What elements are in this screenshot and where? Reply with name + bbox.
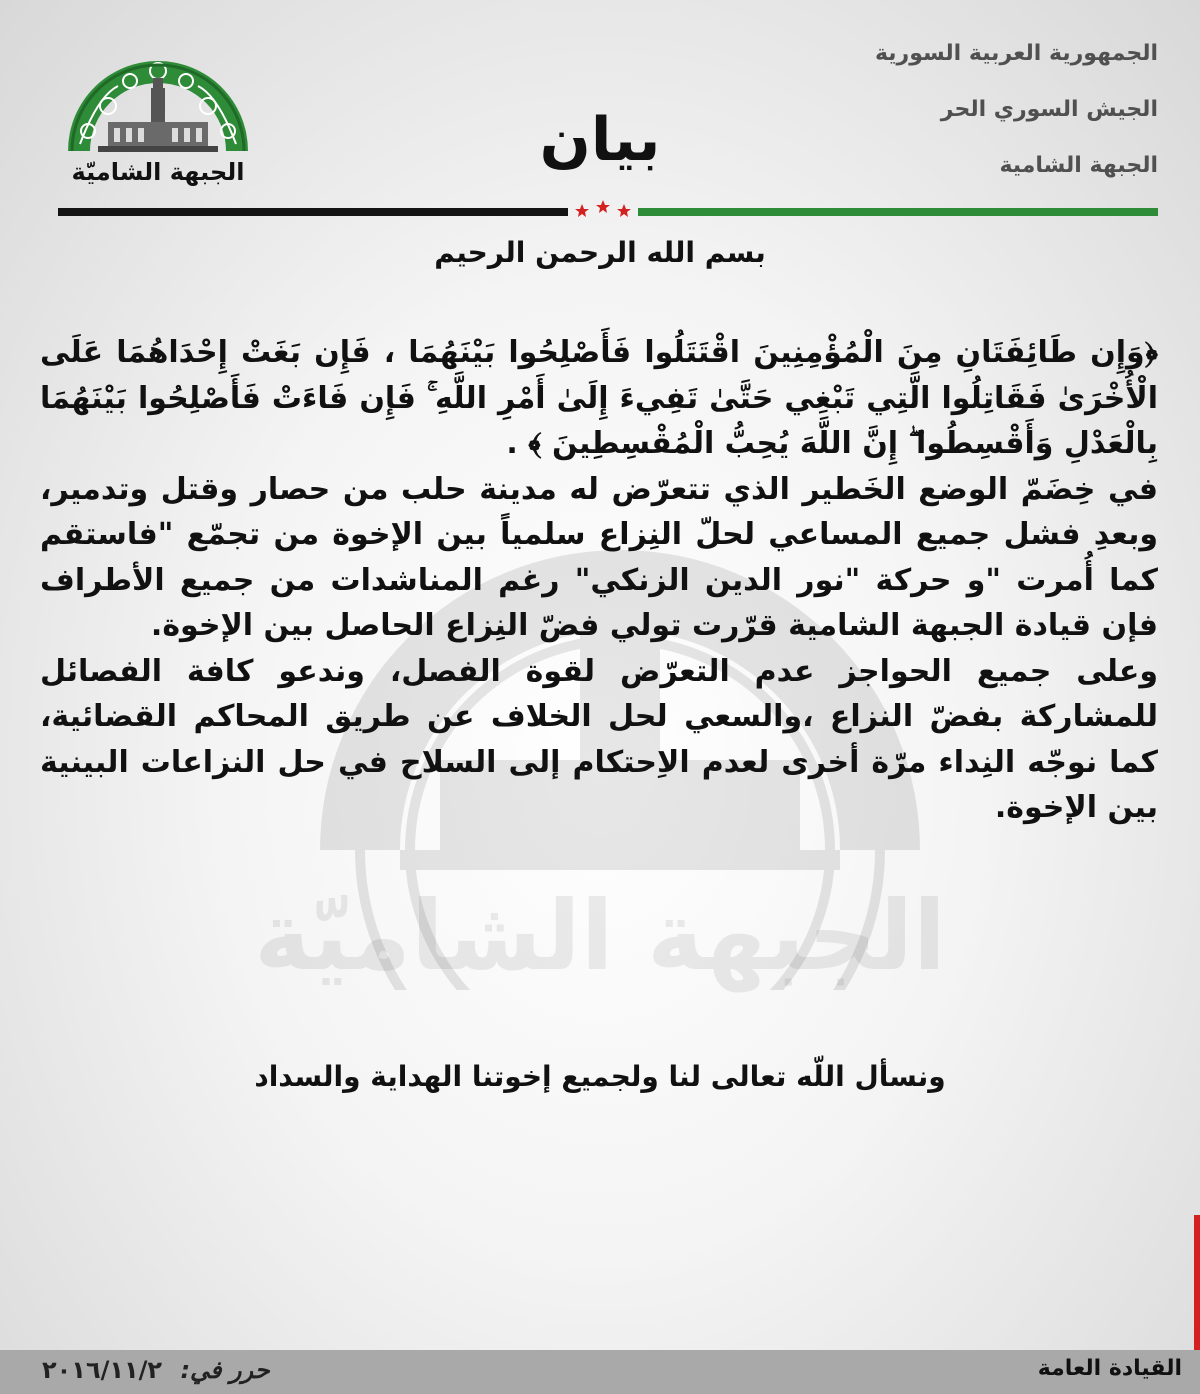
header-line-republic: الجمهورية العربية السورية <box>874 41 1158 66</box>
closing-prayer: ونسأل اللّه تعالى لنا ولجميع إخوتنا الهداية والسداد <box>254 1060 946 1093</box>
header-divider <box>58 208 1158 216</box>
watermark-text: الجبهة الشاميّة <box>254 880 946 992</box>
statement-paragraph: في خِضَمّ الوضع الخَطير الذي تتعرّض له مدينة حلب من حصار وقتل وتدمير، وبعدِ فشل جميع المساعي لحلّ النِزاع سلمياً بين الإخوة من تجمّع "فاستقم كما أُمرت "و حركة "نور الدين الزنكي" رغم المناشدات من جميع الأطراف فإن قيادة الجبهة الشامية قرّرت تولي فضّ النِزاع الحاصل بين الإخوة. <box>40 471 1158 643</box>
logo-caption: الجبهة الشاميّة <box>71 158 245 186</box>
page-title: بيان <box>539 105 661 175</box>
footer-bar <box>0 1350 1200 1394</box>
quran-verse-paragraph: ﴿وَإِن طَائِفَتَانِ مِنَ الْمُؤْمِنِينَ اقْتَتَلُوا فَأَصْلِحُوا بَيْنَهُمَا ، فَإِن بَغَتْ إِحْدَاهُمَا عَلَى الْأُخْرَىٰ فَقَاتِلُوا الَّتِي تَبْغِي حَتَّىٰ تَفِيءَ إِلَىٰ أَمْرِ اللَّهِ ۚ فَإِن فَاءَتْ فَأَصْلِحُوا بَيْنَهُمَا بِالْعَدْلِ وَأَقْسِطُوا ۖ إِنَّ اللَّهَ يُحِبُّ الْمُقْسِطِينَ ﴾ . <box>40 335 1158 461</box>
three-stars-icon <box>568 198 638 220</box>
edge-accent <box>1194 1215 1200 1350</box>
statement-body <box>40 330 1158 831</box>
signature: القيادة العامة <box>1037 1356 1182 1381</box>
issue-date <box>42 1356 270 1384</box>
header-organization <box>738 36 1158 204</box>
divider-green-bar <box>638 208 1158 216</box>
date-value: ٢٠١٦/١١/٢ <box>42 1356 163 1384</box>
header-line-front: الجبهة الشامية <box>999 153 1158 178</box>
date-label: حرر في: <box>180 1356 270 1384</box>
header-line-army: الجيش السوري الحر <box>940 97 1158 122</box>
statement-paragraph: وعلى جميع الحواجز عدم التعرّض لقوة الفصل، وندعو كافة الفصائل للمشاركة بفضّ النزاع ،والسعي لحل الخلاف عن طريق المحاكم القضائية، كما نوجّه النِداء مرّة أخرى لعدم الاِحتكام إلى السلاح في حل النزاعات البينية بين الإخوة. <box>40 653 1158 825</box>
divider-black-bar <box>58 208 568 216</box>
basmala: بسم الله الرحمن الرحيم <box>434 236 766 269</box>
